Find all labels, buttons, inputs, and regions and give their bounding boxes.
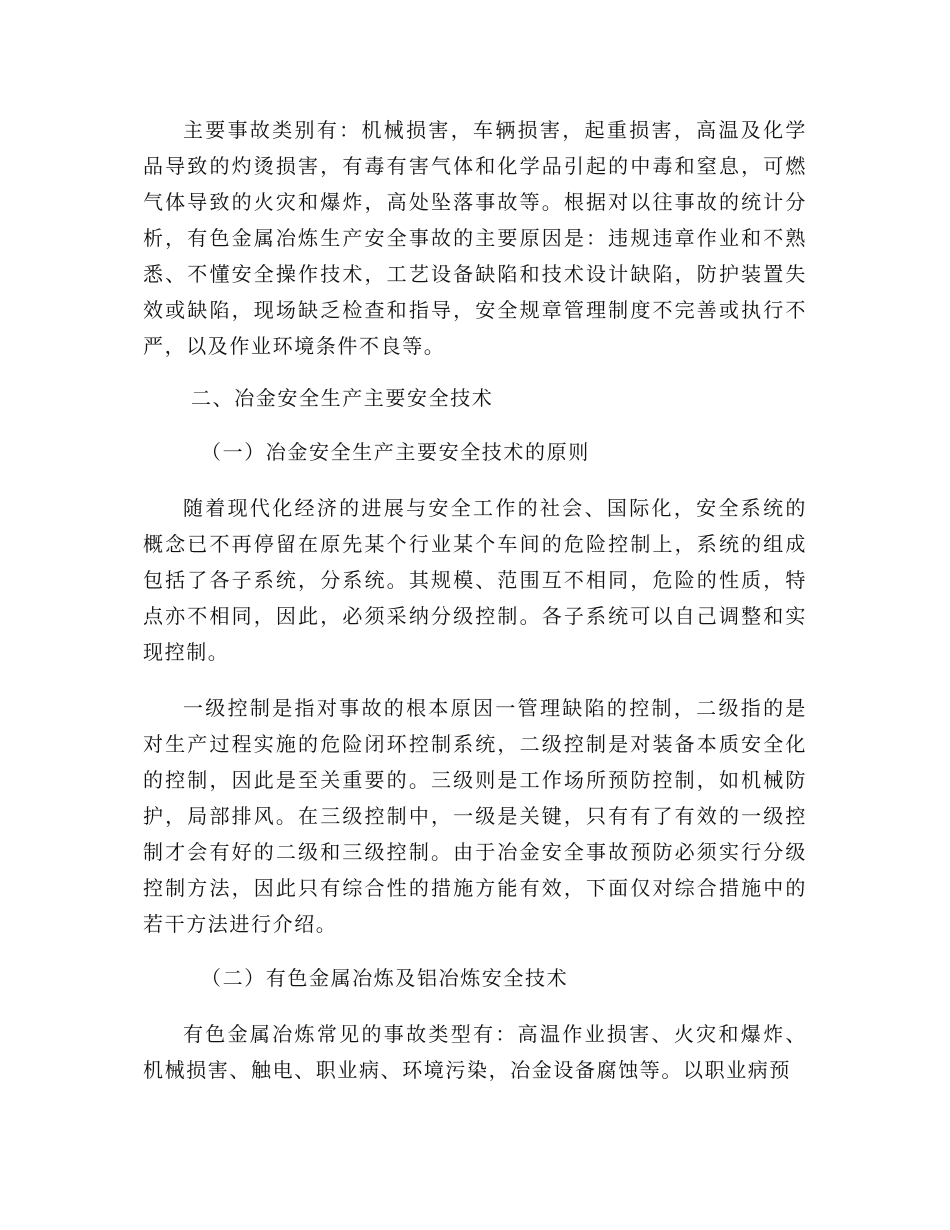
paragraph-safety-system: 随着现代化经济的进展与安全工作的社会、国际化，安全系统的概念已不再停留在原先某个行业某个车间的危险控制上，系统的组成包括了各子系统，分系统。其规模、范围互不相同，危险的性质，特点亦不相同，因此，必须采纳分级控制。各子系统可以自己调整和实现控制。 bbox=[143, 496, 807, 664]
paragraph-spacer bbox=[143, 416, 807, 434]
paragraph-control-levels: 一级控制是指对事故的根本原因一管理缺陷的控制，二级指的是对生产过程实施的危险闭环控制系统，二级控制是对装备本质安全化的控制，因此是至关重要的。三级则是工作场所预防控制，如机械防护，局部排风。在三级控制中，一级是关键，只有有了有效的一级控制才会有好的二级和三级控制。由于冶金安全事故预防必须实行分级控制方法，因此只有综合性的措施方能有效，下面仅对综合措施中的若干方法进行介绍。 bbox=[143, 696, 807, 936]
paragraph-spacer bbox=[143, 470, 807, 490]
subsection-heading-nonferrous-smelting: （二）有色金属冶炼及铝冶炼安全技术 bbox=[201, 966, 569, 990]
paragraph-spacer bbox=[143, 942, 807, 960]
paragraph-spacer bbox=[143, 996, 807, 1016]
paragraph-accident-categories: 主要事故类别有：机械损害，车辆损害，起重损害，高温及化学品导致的灼烫损害，有毒有害气体和化学品引起的中毒和窒息，可燃气体导致的火灾和爆炸，高处坠落事故等。根据对以往事故的统计分析，有色金属冶炼生产安全事故的主要原因是：违规违章作业和不熟悉、不懂安全操作技术，工艺设备缺陷和技术设计缺陷，防护装置失效或缺陷，现场缺乏检查和指导，安全规章管理制度不完善或执行不严，以及作业环境条件不良等。 bbox=[143, 118, 807, 358]
section-heading-safety-technology: 二、冶金安全生产主要安全技术 bbox=[191, 386, 494, 410]
paragraph-smelting-accidents: 有色金属冶炼常见的事故类型有：高温作业损害、火灾和爆炸、机械损害、触电、职业病、环境污染，冶金设备腐蚀等。以职业病预 bbox=[143, 1022, 807, 1082]
document-body bbox=[143, 112, 807, 1088]
paragraph-spacer bbox=[143, 364, 807, 380]
subsection-heading-principles: （一）冶金安全生产主要安全技术的原则 bbox=[201, 440, 590, 464]
paragraph-spacer bbox=[143, 670, 807, 690]
